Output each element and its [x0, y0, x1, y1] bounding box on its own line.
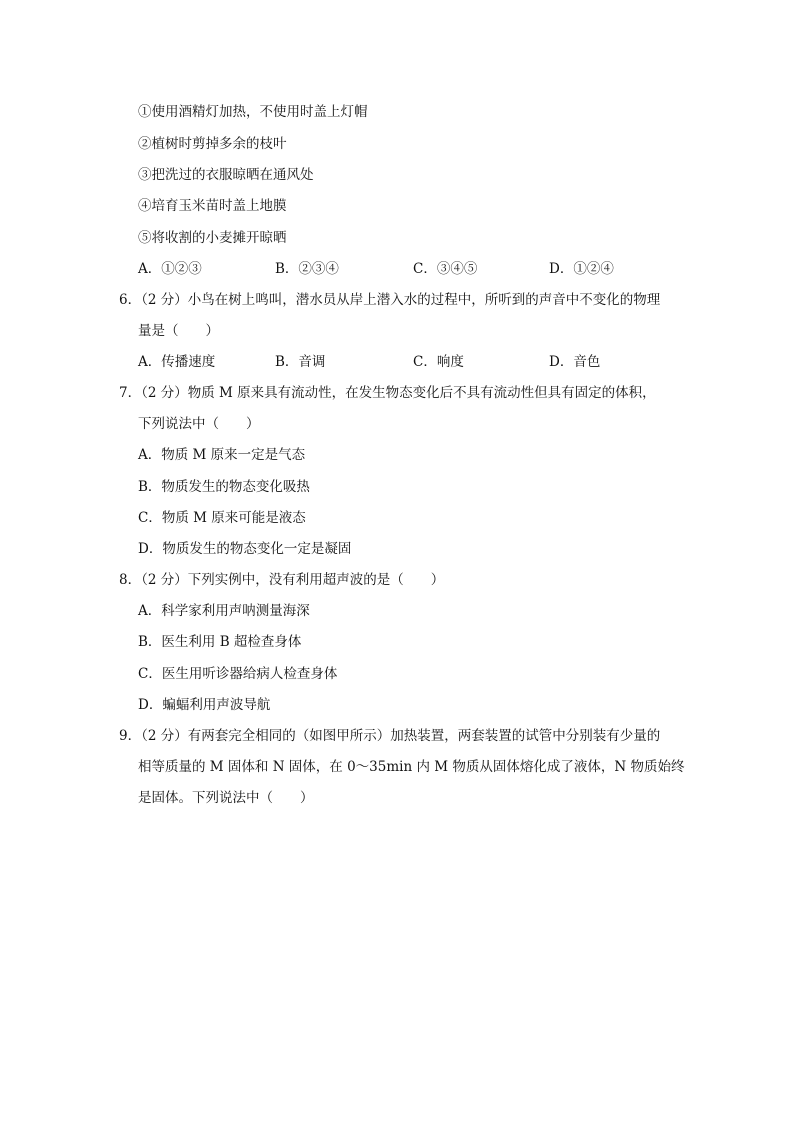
- q6-stem-line1: 6．（2 分）小鸟在树上鸣叫，潜水员从岸上潜入水的过程中，所听到的声音中不变化的物理: [119, 292, 661, 308]
- statement-2: ②植树时剪掉多余的枝叶: [138, 136, 287, 152]
- q7-option-d: D．物质发生的物态变化一定是凝固: [138, 541, 352, 557]
- q6-option-b: B．音调: [275, 354, 326, 370]
- q6-option-d: D．音色: [549, 354, 601, 370]
- q6-option-a: A．传播速度: [138, 354, 216, 370]
- q7-option-c: C．物质 M 原来可能是液态: [138, 510, 306, 526]
- prev-option-b: B．②③④: [275, 261, 339, 277]
- q6-option-c: C．响度: [413, 354, 464, 370]
- statement-3: ③把洗过的衣服晾晒在通风处: [138, 167, 314, 183]
- q7-option-b: B．物质发生的物态变化吸热: [138, 479, 310, 495]
- prev-option-a: A．①②③: [138, 261, 202, 277]
- q8-option-a: A．科学家利用声呐测量海深: [138, 603, 310, 619]
- q9-stem-line2: 相等质量的 M 固体和 N 固体，在 0～35min 内 M 物质从固体熔化成了液体，N 物质始终: [138, 759, 685, 775]
- q8-option-c: C．医生用听诊器给病人检查身体: [138, 666, 338, 682]
- statement-1: ①使用酒精灯加热，不使用时盖上灯帽: [138, 104, 368, 120]
- prev-option-d: D．①②④: [549, 261, 614, 277]
- q7-stem-line2: 下列说法中（ ）: [138, 416, 260, 432]
- q8-stem-line1: 8．（2 分）下列实例中，没有利用超声波的是（ ）: [119, 572, 445, 588]
- q8-option-b: B．医生利用 B 超检查身体: [138, 634, 302, 650]
- q6-stem-line2: 量是（ ）: [138, 323, 219, 339]
- q7-stem-line1: 7．（2 分）物质 M 原来具有流动性，在发生物态变化后不具有流动性但具有固定的体积，: [119, 385, 656, 401]
- prev-option-c: C．③④⑤: [413, 261, 478, 277]
- q7-option-a: A．物质 M 原来一定是气态: [138, 447, 306, 463]
- q9-stem-line1: 9．（2 分）有两套完全相同的（如图甲所示）加热装置，两套装置的试管中分别装有少量的: [119, 728, 661, 744]
- statement-5: ⑤将收割的小麦摊开晾晒: [138, 230, 287, 246]
- q8-option-d: D．蝙蝠利用声波导航: [138, 697, 271, 713]
- statement-4: ④培育玉米苗时盖上地膜: [138, 198, 287, 214]
- q9-stem-line3: 是固体。下列说法中（ ）: [138, 790, 314, 806]
